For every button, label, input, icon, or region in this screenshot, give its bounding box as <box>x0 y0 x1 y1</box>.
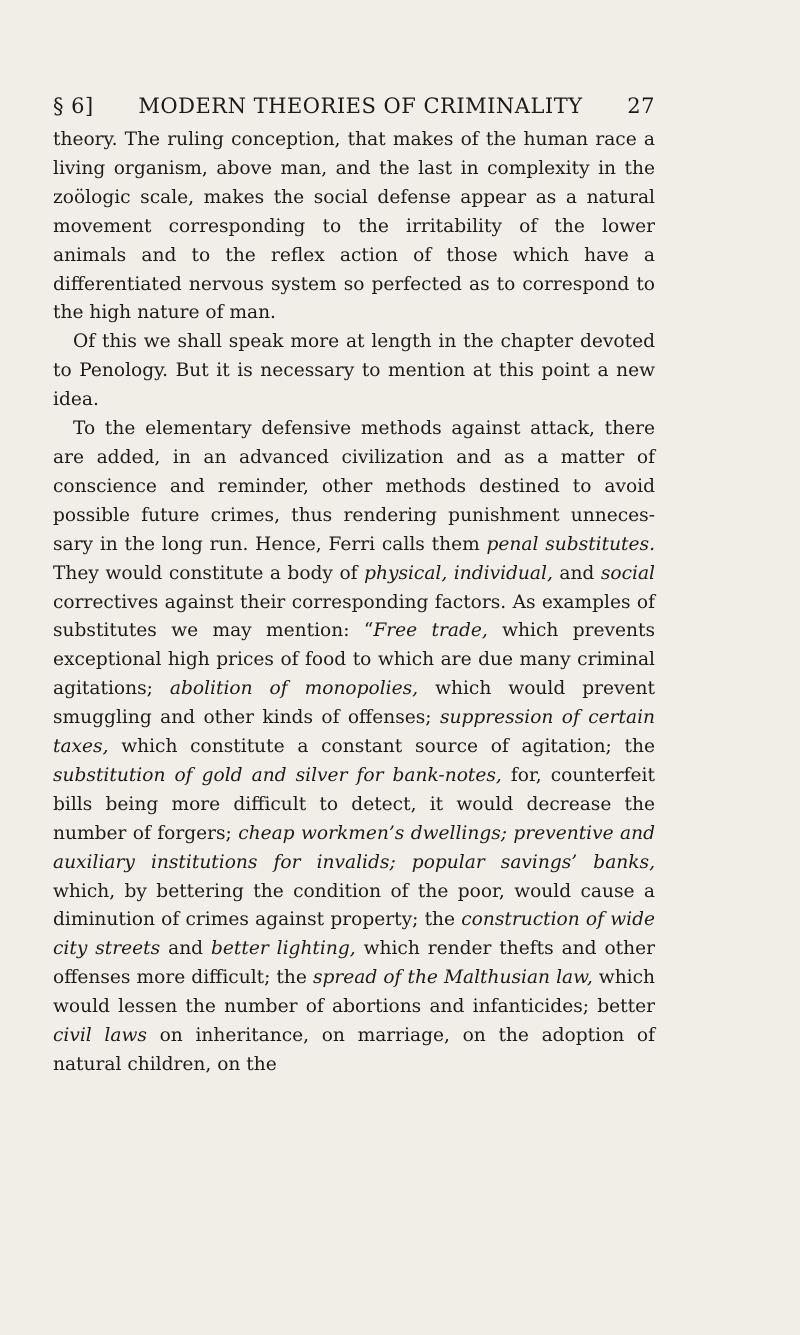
page-number: 27 <box>627 94 655 118</box>
text-run: To the elementary defensive methods against attack, there are added, in an advanced civilization and as a matter of conscience and reminder, other methods destined to avoid possible future crimes, thus rendering punishment unnecessary in the long run. Hence, Ferri calls them <box>53 418 655 555</box>
text-run: theory. The ruling conception, that makes of the human race a living organism, above man, and the last in complexity in the zoölogic scale, makes the social defense appear as a natural movement corresponding to the irritability of the lower animals and to the reflex action of those which have a differentiated nervous system so perfected as to correspond to the high nature of man. <box>53 129 655 324</box>
text-run: and <box>160 938 211 960</box>
paragraph-penology <box>53 328 655 415</box>
paragraph-penal-substitutes <box>53 415 655 1080</box>
text-run: correctives against their corresponding factors. As examples of substitutes we may mention: “ <box>53 591 655 642</box>
text-run: and <box>552 562 601 584</box>
text-run: which, by bettering the condition of the poor, would cause a diminution of crimes against property; the <box>53 880 655 931</box>
running-head <box>53 94 655 118</box>
text-run: which would lessen the number of abortions and infanticides; better <box>53 967 656 1018</box>
italic-phrase: social <box>600 562 655 584</box>
paragraph-continued <box>53 126 655 328</box>
italic-phrase: better lighting, <box>211 938 356 960</box>
text-run: which would prevent smuggling and other kinds of offenses; <box>53 678 655 729</box>
italic-phrase: penal substitutes. <box>486 533 655 555</box>
body-text <box>53 126 655 1080</box>
italic-phrase: construction of wide city streets <box>53 909 655 960</box>
text-run: Of this we shall speak more at length in the chapter devoted to Penology. But it is necessary to mention at this point a new idea. <box>53 331 655 411</box>
italic-phrase: spread of the Malthusian law, <box>312 967 593 989</box>
italic-phrase: substitution of gold and silver for bank-notes, <box>53 764 502 786</box>
italic-phrase: Free trade, <box>373 620 488 642</box>
text-run: which prevents exceptional high prices of food to which are due many criminal agitations; <box>53 620 655 700</box>
text-run: for, counterfeit bills being more difficult to detect, it would decrease the number of forgers; <box>53 764 655 844</box>
text-run: which render thefts and other offenses more difficult; the <box>53 938 655 989</box>
italic-phrase: abolition of monopolies, <box>169 678 419 700</box>
italic-phrase: civil laws <box>53 1025 147 1047</box>
text-run: They would constitute a body of <box>53 562 365 584</box>
italic-phrase: physical, individual, <box>364 562 553 584</box>
section-marker: § 6] <box>53 94 94 118</box>
italic-phrase: cheap workmen’s dwellings; preventive and auxiliary institutions for invalids; popular savings’ banks, <box>53 822 655 873</box>
chapter-title: MODERN THEORIES OF CRIMINALITY <box>138 94 583 118</box>
text-run: which constitute a constant source of agitation; the <box>108 736 655 758</box>
book-page <box>53 94 655 1080</box>
text-run: on inheritance, on marriage, on the adoption of natural children, on the <box>53 1025 655 1075</box>
italic-phrase: suppression of certain taxes, <box>53 707 655 758</box>
